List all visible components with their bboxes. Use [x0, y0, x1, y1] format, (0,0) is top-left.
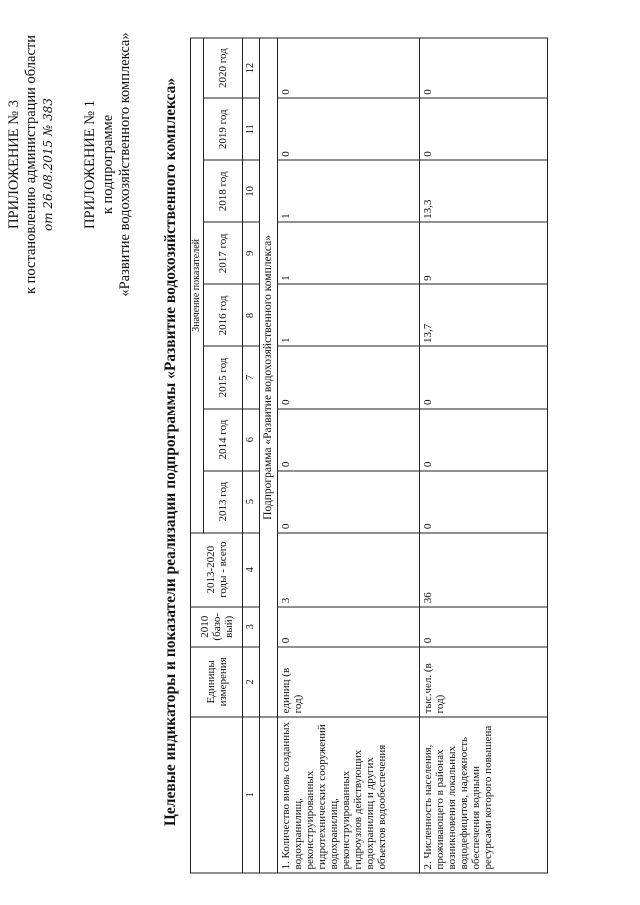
column-number: 8 [243, 284, 260, 346]
header-year: 2019 год [204, 98, 243, 160]
row-value: 1 [278, 284, 420, 346]
row-value: 0 [420, 346, 548, 408]
row-value: 0 [278, 38, 420, 98]
row-value: 1 [278, 160, 420, 222]
header-total: 2013-2020 годы - всего [191, 533, 243, 607]
column-number: 9 [243, 222, 260, 284]
header-base: 2010 (базо-вый) [191, 607, 243, 647]
row-value: 0 [278, 346, 420, 408]
row-unit: единиц (в год) [278, 647, 420, 717]
column-number: 12 [243, 38, 260, 98]
document-title: Целевые индикаторы и показатели реализации подпрограммы «Развитие водохозяйственного комплекса» [162, 77, 179, 827]
column-number: 1 [243, 717, 260, 873]
appendix3-signature: от 26.08.2015 № 383 [41, 98, 55, 232]
row-value: 13,3 [420, 160, 548, 222]
header-year: 2014 год [204, 409, 243, 471]
header-year: 2020 год [204, 38, 243, 98]
row-indicator: 2. Численность населения, проживающего в районах возникновения локальных вододефицитов, надежность обеспечения водными ресурсами которого повышена [420, 717, 548, 873]
row-unit: тыс.чел. (в год) [420, 647, 548, 717]
appendix3-subtitle: к постановлению администрации области [23, 34, 39, 295]
appendix3-title: ПРИЛОЖЕНИЕ № 3 [6, 100, 22, 229]
row-value: 0 [420, 38, 548, 98]
row-value: 13,7 [420, 284, 548, 346]
row-value: 0 [278, 409, 420, 471]
section-spacer [260, 717, 278, 873]
row-value: 0 [420, 471, 548, 533]
row-indicator: 1. Количество вновь созданных водохранилищ, реконструированных гидротехнических сооружений водохранилищ, реконструированных гидроузлов действующих водохранилищ и других объектов водообеспечения [278, 717, 420, 873]
header-year: 2013 год [204, 471, 243, 533]
column-number: 11 [243, 98, 260, 160]
column-number: 3 [243, 607, 260, 647]
row-total: 36 [420, 533, 548, 607]
appendix1-program: «Развитие водохозяйственного комплекса» [117, 32, 133, 297]
appendix1-title: ПРИЛОЖЕНИЕ № 1 [82, 100, 98, 229]
appendix1-subtitle: к подпрограмме [100, 114, 116, 215]
indicators-table [190, 38, 548, 874]
row-value: 0 [278, 98, 420, 160]
section-title: Подпрограмма «Развитие водохозяйственного комплекса» [260, 38, 278, 717]
header-year: 2015 год [204, 346, 243, 408]
column-number: 10 [243, 160, 260, 222]
row-base: 0 [278, 607, 420, 647]
header-values-group: Значение показателей [191, 38, 204, 533]
header-indicator [191, 717, 243, 873]
row-value: 9 [420, 222, 548, 284]
header-year: 2016 год [204, 284, 243, 346]
row-total: 3 [278, 533, 420, 607]
header-unit: Единицы измерения [191, 647, 243, 717]
column-number: 2 [243, 647, 260, 717]
row-value: 0 [420, 98, 548, 160]
row-value: 1 [278, 222, 420, 284]
header-year: 2017 год [204, 222, 243, 284]
column-number: 5 [243, 471, 260, 533]
row-value: 0 [278, 471, 420, 533]
row-base: 0 [420, 607, 548, 647]
column-number: 7 [243, 346, 260, 408]
row-value: 0 [420, 409, 548, 471]
column-number: 4 [243, 533, 260, 607]
column-number: 6 [243, 409, 260, 471]
header-year: 2018 год [204, 160, 243, 222]
